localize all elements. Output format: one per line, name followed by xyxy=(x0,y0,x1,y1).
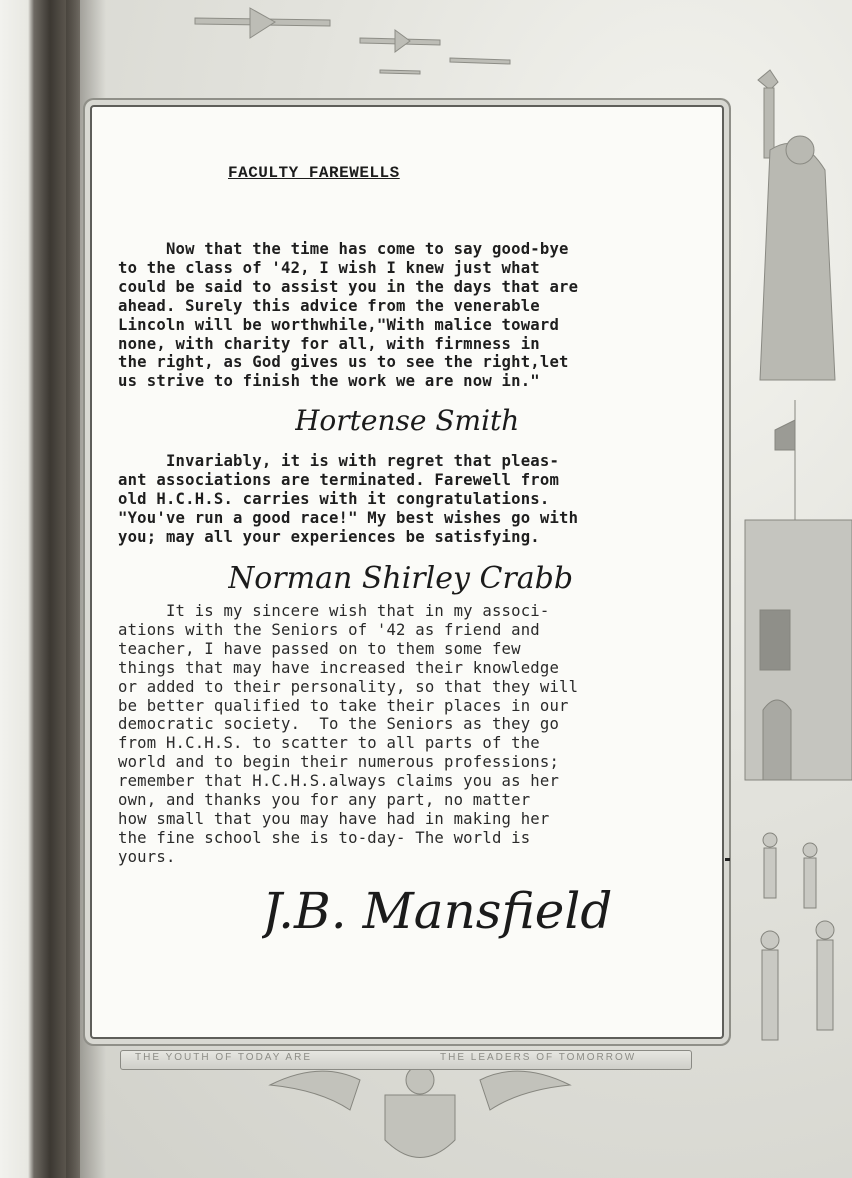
signature-jb-mansfield xyxy=(262,870,622,950)
statue-of-liberty-illustration xyxy=(730,60,852,420)
page-title: FACULTY FAREWELLS xyxy=(228,164,400,182)
farewell-paragraph-2: Invariably, it is with regret that pleas- ant associations are terminated. Farewell from old H.C.H.S. carries with it congratulations. "You've run a good race!" My best wishes go with you; may all your experiences be satisfying. xyxy=(118,452,579,546)
farewell-paragraph-3: It is my sincere wish that in my associ- ations with the Seniors of '42 as friend and teacher, I have passed on to them some few things that may have increased their knowledge or added to their personality, so that they will be better qualified to take their places in our democratic society. To the Seniors as they go from H.C.H.S. to scatter to all parts of the world and to begin their numerous professions; remember that H.C.H.S.always claims you as her own, and thanks you for any part, no matter how small that you may have had in making her the fine school she is to-day- The world is yours. xyxy=(118,602,579,866)
margin-mark xyxy=(725,858,730,861)
signature-2-text: Norman Shirley Crabb xyxy=(228,561,574,596)
airplanes-illustration xyxy=(180,0,540,95)
signature-1-text: Hortense Smith xyxy=(295,404,520,437)
banner-left-text: THE YOUTH OF TODAY ARE xyxy=(135,1052,312,1063)
signature-norman-shirley-crabb xyxy=(228,552,648,602)
signature-hortense-smith xyxy=(295,396,555,444)
signature-3-text: J.B. Mansfield xyxy=(262,882,613,940)
farewell-paragraph-1: Now that the time has come to say good-bye to the class of '42, I wish I knew just what could be said to assist you in the days that are ahead. Surely this advice from the venerable Lincoln will be worthwhile,"With malice toward none, with charity for all, with firmness in the right, as God gives us to see the right,let us strive to finish the work we are now in." xyxy=(118,240,579,391)
school-building-illustration xyxy=(735,400,852,870)
students-illustration xyxy=(740,820,852,1080)
banner-right-text: THE LEADERS OF TOMORROW xyxy=(440,1052,637,1063)
